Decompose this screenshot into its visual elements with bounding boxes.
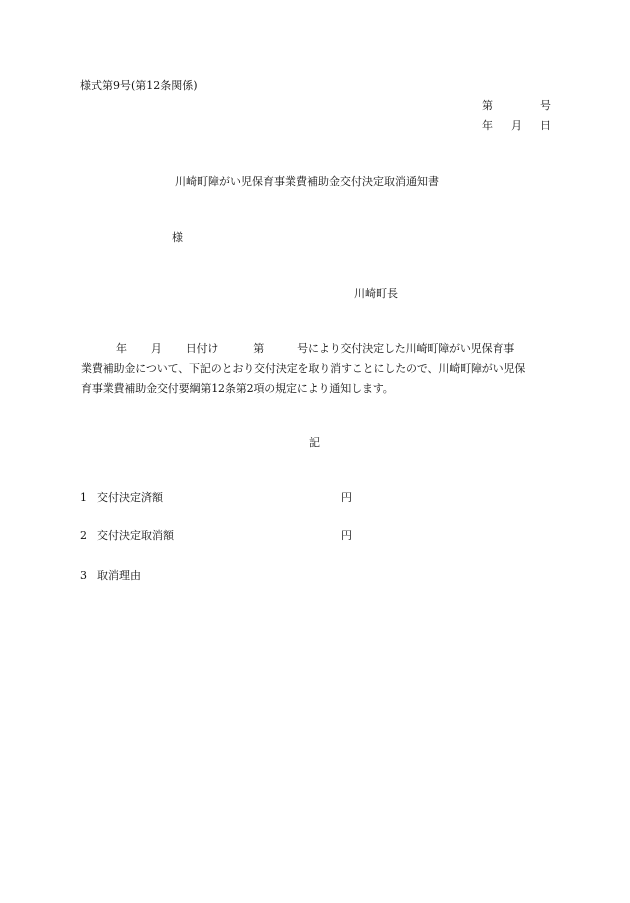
item-unit: 円 [341, 491, 352, 504]
item-unit: 円 [341, 529, 352, 542]
body-number-prefix: 第 [253, 342, 265, 355]
date-day: 日 [540, 119, 551, 132]
body-month: 月 [150, 342, 162, 355]
item-label: 交付決定取消額 [97, 529, 174, 542]
number-prefix: 第 [482, 99, 493, 112]
sender-name: 川崎町長 [354, 287, 398, 300]
date-month: 月 [511, 119, 522, 132]
addressee-suffix: 様 [172, 231, 183, 244]
body-line-1 [81, 343, 514, 354]
item-label: 交付決定済額 [97, 491, 163, 504]
ki-heading: 記 [309, 436, 320, 449]
body-line-3: 育事業費補助金交付要綱第12条第2項の規定により通知します。 [81, 382, 394, 395]
item-number: 2 [80, 529, 87, 542]
body-day-dated: 日付け [185, 342, 219, 355]
date-year: 年 [482, 119, 493, 132]
number-suffix: 号 [540, 99, 551, 112]
item-number: 3 [80, 569, 87, 582]
document-title: 川崎町障がい児保育事業費補助金交付決定取消通知書 [175, 175, 439, 188]
body-year: 年 [116, 342, 127, 355]
item-number: 1 [80, 491, 87, 504]
body-line-1-text: 号により交付決定した川崎町障がい児保育事 [297, 342, 515, 355]
form-number: 様式第9号(第12条関係) [80, 79, 198, 92]
body-line-2: 業費補助金について、下記のとおり交付決定を取り消すことにしたので、川崎町障がい児保 [81, 362, 526, 375]
item-label: 取消理由 [97, 569, 141, 582]
